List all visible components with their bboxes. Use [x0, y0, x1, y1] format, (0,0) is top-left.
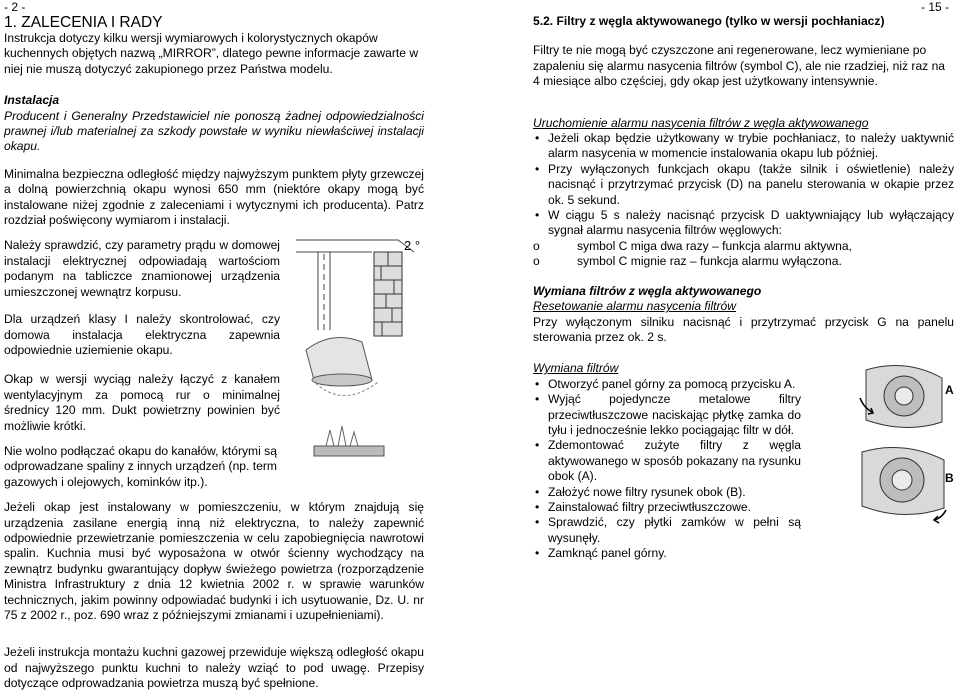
alarm-activation-title: Uruchomienie alarmu nasycenia filtrów z węgla aktywowanego [533, 115, 869, 130]
ventilation-paragraph: Jeżeli okap jest instalowany w pomieszczeniu, w którym znajdują się urządzenia zasilane energią inną niż elektryczna, to należy zapewnić odpowiednie przewietrzanie pomieszczenia w celu zapobiegnięcia nawrotowi spalin. Kuchnia musi być wyposażona w otwór ścienny wychodzący na zewnątrz budynku gwarantujący dopływ świeżego powietrza (rozporządzenie Ministra Infrastruktury z dnia 12 kwietnia 2002 r. w sprawie warunków technicznych, jakim powinny odpowiadać budynki i ich usytuowanie, Dz. U. nr 75 z 2002 r., poz. 690 wraz z późniejszymi zmianami i uzupełnieniami). [4, 500, 424, 622]
section-title-5-2: 5.2. Filtry z węgla aktywowanego (tylko w wersji pochłaniacz) [533, 14, 885, 28]
list-item: • Otworzyć panel górny za pomocą przycisku A. [535, 376, 796, 391]
list-item: • Wyjąć pojedyncze metalowe filtry przeciwtłuszczowe naciskając płytkę zamka do tyłu i jednocześnie lekko pociągając filtr w dół. [535, 392, 801, 437]
exhaust-paragraph: Okap w wersji wyciąg należy łączyć z kanałem wentylacyjnym za pomocą rur o minimalnej średnicy 120 mm. Dukt powietrzny powinien być możliwie krótki. [4, 372, 280, 433]
reset-alarm-title: Resetowanie alarmu nasycenia filtrów [533, 299, 737, 314]
figure-label-a: A [945, 383, 954, 397]
alarm-steps-list [533, 131, 954, 239]
filter-replacement-title: Wymiana filtrów z węgla aktywowanego [533, 283, 762, 298]
intro-paragraph: Instrukcja dotyczy kilku wersji wymiarowych i kolorystycznych okapów kuchennych objętych nazwą „MIRROR”, dlatego pewne informacje zawarte w niej nie muszą dotyczyć zakupionego przez Państwa modelu. [4, 31, 419, 76]
filter-install-drawing [862, 448, 946, 524]
bullet-icon: • [535, 208, 540, 223]
bullet-icon: • [535, 376, 540, 391]
bullet-icon: • [535, 161, 540, 176]
bullet-icon: • [535, 438, 540, 453]
section-heading: 1. ZALECENIA I RADY [4, 14, 163, 31]
replace-filters-title: Wymiana filtrów [533, 361, 619, 376]
gas-cooker-paragraph: Jeżeli instrukcja montażu kuchni gazowej przewiduje większą odległość okapu od najwyższego punktu kuchni to należy wziąć to pod uwagę. Przepisy dotyczące odprowadzania powietrza muszą być spełnione. [4, 645, 424, 691]
circle-marker-icon: o [533, 238, 540, 253]
list-item: • Przy wyłączonych funkcjach okapu (także silnik i oświetlenie) należy nacisnąć i przytrzymać przycisk (D) na panelu sterowania w okapie przez ok. 5 sekund. [535, 161, 954, 207]
list-item: • Założyć nowe filtry rysunek obok (B). [535, 484, 746, 499]
hood-body [306, 338, 378, 396]
carbon-filter-figures [846, 360, 958, 530]
grounding-paragraph: Dla urządzeń klasy I należy skontrolować, czy domowa instalacja elektryczna zapewnia odpowiednie uziemienie okapu. [4, 312, 280, 357]
flue-ducts-paragraph: Nie wolno podłączać okapu do kanałów, którymi są odprowadzane spaliny z innych urządzeń (np. term gazowych i olejowych, kominków itp.). [4, 443, 277, 489]
figure-label-b: B [945, 471, 954, 485]
bullet-icon: • [535, 484, 540, 499]
alarm-sub-item: o symbol C mignie raz – funkcja alarmu wyłączona. [533, 254, 842, 269]
cooktop [314, 426, 384, 456]
page-number-right: - 15 - [921, 0, 950, 14]
carbon-filter-paragraph: Filtry te nie mogą być czyszczone ani regenerowane, lecz wymieniane po zapaleniu się alarmu nasycenia filtrów (symbol C), ale nie rzadziej, niż raz na 4 miesiące albo częściej, gdy okap jest użytkowany intensywnie. [533, 43, 946, 89]
reset-alarm-paragraph: Przy wyłączonym silniku nacisnąć i przytrzymać przycisk G na panelu sterowania przez ok. 2 s. [533, 314, 954, 344]
list-item: • Sprawdzić, czy płytki zamków w pełni są wysunęły. [535, 515, 801, 545]
voltage-paragraph: Należy sprawdzić, czy parametry prądu w domowej instalacji elektrycznej odpowiadają wartościom podanym na tabliczce znamionowej urządzenia umieszczonej wewnątrz korpusu. [4, 238, 280, 299]
bullet-icon: • [535, 515, 540, 530]
bullet-icon: • [535, 546, 540, 561]
bullet-icon: • [535, 392, 540, 407]
list-item: • Zainstalować filtry przeciwtłuszczowe. [535, 499, 751, 514]
install-disclaimer: Producent i Generalny Przedstawiciel nie ponoszą żadnej odpowiedzialności prawnej i/lub materialnej za szkody powstałe w wyniku niewłaściwej instalacji okapu. [4, 108, 424, 154]
wall-brick-pattern [374, 252, 402, 336]
angle-label: 2 ° [404, 238, 421, 253]
distance-paragraph: Minimalna bezpieczna odległość między najwyższym punktem płyty grzewczej a dolną powierzchnią okapu wynosi 650 mm (niektóre okapy mogą być instalowane niżej zgodnie z zaleceniami i wytycznymi ich producenta). Patrz rozdział poświęcony wymiarom i instalacji. [4, 166, 424, 228]
bullet-icon: • [535, 131, 540, 146]
page-number-left: - 2 - [4, 0, 26, 14]
hood-installation-figure [296, 230, 432, 470]
install-title: Instalacja [4, 93, 60, 108]
list-item: • W ciągu 5 s należy nacisnąć przycisk D uaktywniający lub wyłączający sygnał alarmu nasycenia filtrów węglowych: [535, 208, 954, 238]
filter-removal-drawing [860, 366, 942, 428]
bullet-icon: • [535, 499, 540, 514]
circle-marker-icon: o [533, 254, 540, 269]
replace-steps-list [533, 377, 801, 562]
list-item: • Jeżeli okap będzie użytkowany w trybie pochłaniacz, to należy uaktywnić alarm nasycenia w momencie instalowania okapu lub później. [535, 131, 954, 161]
list-item: • Zamknąć panel górny. [535, 546, 667, 561]
list-item: • Zdemontować zużyte filtry z węgla aktywowanego w sposób pokazany na rysunku obok (A). [535, 438, 801, 484]
alarm-sub-item: o symbol C miga dwa razy – funkcja alarmu aktywna, [533, 238, 852, 253]
